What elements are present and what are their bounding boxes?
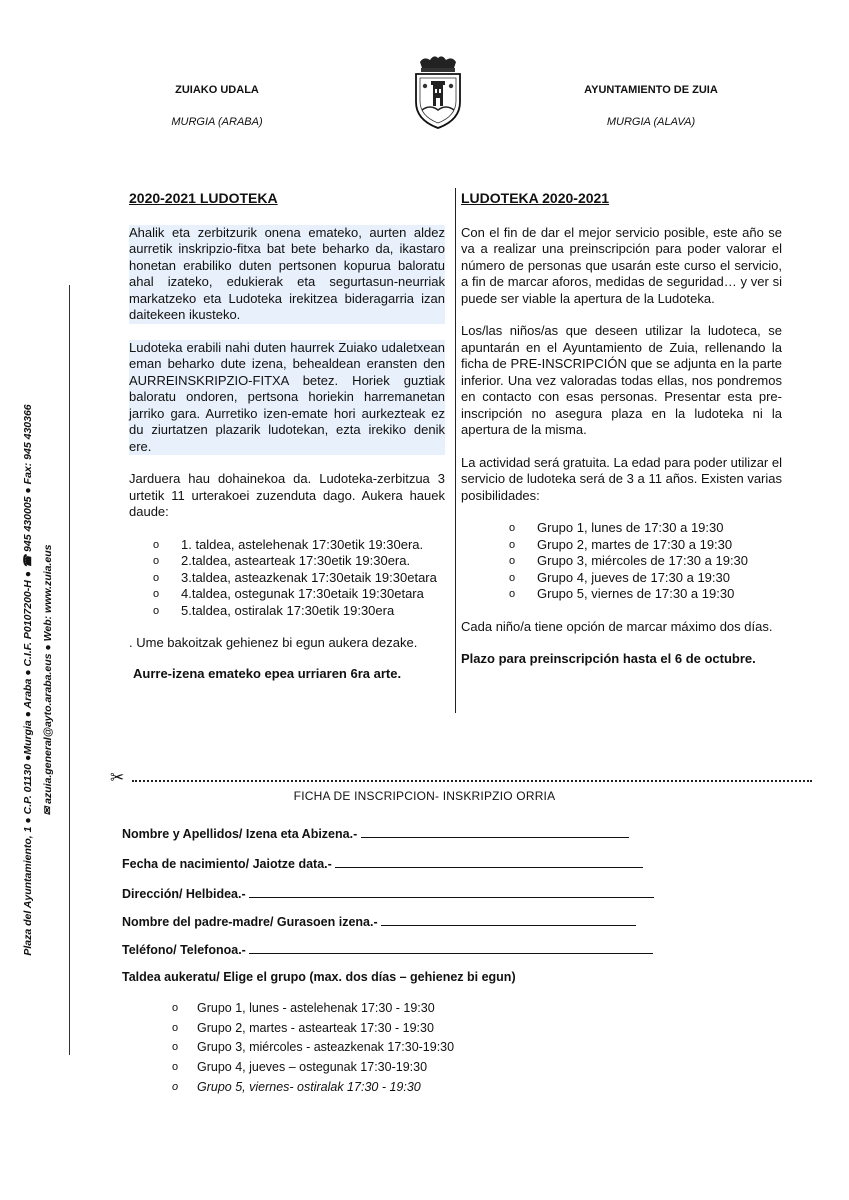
list-item[interactable]: o Grupo 2, martes - astearteak 17:30 - 19:30	[172, 1019, 454, 1039]
right-title: LUDOTEKA 2020-2021	[461, 190, 610, 206]
header-right-title: AYUNTAMIENTO DE ZUIA	[584, 84, 718, 96]
form-title: FICHA DE INSCRIPCION- INSKRIPZIO ORRIA	[293, 789, 556, 803]
list-item[interactable]: o Grupo 3, miércoles - asteazkenak 17:30-19:30	[172, 1038, 454, 1058]
birth-field[interactable]	[122, 856, 643, 871]
list-item: o 2.taldea, astearteak 17:30etik 19:30era.	[153, 553, 445, 570]
sidebar-contact	[15, 370, 70, 990]
left-paragraph-1: Ahalik eta zerbitzurik onena emateko, aurten aldez aurretik inskripzio-fitxa bat bete beharko da, ikastaro honetan erabiliko duten pertsonen kopurua baloratu ahal izateko, edukierak eta segurtasun-neurriak markatzeko eta Ludoteka irekitzea bideragarria izan daitekeen ikusteko.	[129, 224, 445, 322]
header-left-title: ZUIAKO UDALA	[175, 84, 259, 96]
name-field[interactable]	[122, 826, 629, 841]
birth-blank[interactable]	[335, 856, 643, 868]
right-deadline: Plazo para preinscripción hasta el 6 de octubre.	[461, 651, 756, 666]
list-item: o 4.taldea, ostegunak 17:30etaik 19:30etara	[153, 586, 445, 603]
list-item[interactable]: o Grupo 1, lunes - astelehenak 17:30 - 19:30	[172, 999, 454, 1019]
left-note: . Ume bakoitzak gehienez bi egun aukera dezake.	[129, 635, 418, 650]
coat-of-arms-icon	[410, 54, 466, 130]
right-column	[461, 190, 782, 684]
sidebar-divider	[69, 285, 70, 1055]
name-blank[interactable]	[361, 826, 629, 838]
left-paragraph-3: Jarduera hau dohainekoa da. Ludoteka-zerbitzua 3 urtetik 11 urterakoei zuzenduta dago. Aukera hauek daude:	[129, 471, 445, 519]
header-left-subtitle: MURGIA (ARABA)	[171, 116, 263, 128]
left-column	[129, 190, 445, 698]
address-line: Plaza del Ayuntamiento, 1 ● C.P. 01130 ●Murgia ● Araba ● C.I.F. P0107200-H ● ☎ 945 430005 ● Fax: 945 430366	[22, 404, 34, 956]
left-title: 2020-2021 LUDOTEKA	[129, 190, 278, 206]
list-item: o Grupo 4, jueves de 17:30 a 19:30	[509, 570, 782, 587]
parents-blank[interactable]	[381, 914, 636, 926]
right-paragraph-1: Con el fin de dar el mejor servicio posible, este año se va a realizar una preinscripción para poder valorar el número de personas que usarán este curso el servicio, a fin de marcar aforos, medidas de seguridad… y ver si puede ser viable la apertura de la Ludoteka.	[461, 224, 782, 306]
list-item: o Grupo 1, lunes de 17:30 a 19:30	[509, 520, 782, 537]
list-item: o 5.taldea, ostiralak 17:30etik 19:30era	[153, 603, 445, 620]
list-item: o 3.taldea, asteazkenak 17:30etaik 19:30etara	[153, 570, 445, 587]
scissors-icon: ✂	[110, 768, 125, 787]
phone-blank[interactable]	[249, 942, 653, 954]
parents-field[interactable]	[122, 914, 636, 929]
list-item: o 1. taldea, astelehenak 17:30etik 19:30era.	[153, 537, 445, 554]
address-blank[interactable]	[249, 886, 654, 898]
cut-line	[132, 780, 812, 782]
list-item[interactable]: o Grupo 5, viernes- ostiralak 17:30 - 19:30	[172, 1078, 454, 1098]
phone-label: Teléfono/ Telefonoa.-	[122, 943, 246, 957]
parents-label: Nombre del padre-madre/ Gurasoen izena.-	[122, 915, 378, 929]
name-label: Nombre y Apellidos/ Izena eta Abizena.-	[122, 827, 358, 841]
email-web-line: ✉ azuia.general@ayto.araba.eus ● Web: www.zuia.eus	[42, 544, 54, 816]
left-deadline: Aurre-izena emateko epea urriaren 6ra arte.	[133, 665, 402, 681]
left-group-list	[153, 537, 445, 620]
left-paragraph-2: Ludoteka erabili nahi duten haurrek Zuiako udaletxean eman beharko dute izena, behealdean eransten den AURREINSKRIPZIO-FITXA betez. Horiek guztiak baloratu ondoren, pertsona horiekin harremanetan jarriko gara. Aurretiko izen-emate hori aurkezteak ez du ziurtatzen plazarik ludotekan, ezta irekiko denik ere.	[129, 339, 445, 454]
right-paragraph-3: La actividad será gratuita. La edad para poder utilizar el servicio de ludoteka será de 3 a 11 años. Existen varias posibilidades:	[461, 454, 782, 503]
list-item[interactable]: o Grupo 4, jueves – ostegunak 17:30-19:30	[172, 1058, 454, 1078]
address-label: Dirección/ Helbidea.-	[122, 887, 246, 901]
header-right-subtitle: MURGIA (ALAVA)	[606, 116, 696, 128]
right-note: Cada niño/a tiene opción de marcar máximo dos días.	[461, 618, 773, 634]
right-paragraph-2: Los/las niños/as que deseen utilizar la ludoteca, se apuntarán en el Ayuntamiento de Zuia, rellenando la ficha de PRE-INSCRIPCIÓN que se adjunta en la parte inferior. Una vez valoradas todas ellas, nos pondremos en contacto con esas personas. Presentar esta pre-inscripción no asegura plaza en la ludoteka ni la apertura de la misma.	[461, 323, 782, 437]
choose-group-label: Taldea aukeratu/ Elige el grupo (max. dos días – gehienez bi egun)	[122, 970, 516, 984]
list-item: o Grupo 3, miércoles de 17:30 a 19:30	[509, 553, 782, 570]
column-divider	[455, 188, 456, 713]
list-item: o Grupo 5, viernes de 17:30 a 19:30	[509, 586, 782, 603]
right-group-list	[509, 520, 782, 603]
form-group-list	[172, 999, 454, 1098]
birth-label: Fecha de nacimiento/ Jaiotze data.-	[122, 857, 332, 871]
address-field[interactable]	[122, 886, 654, 901]
list-item: o Grupo 2, martes de 17:30 a 19:30	[509, 537, 782, 554]
phone-field[interactable]	[122, 942, 653, 957]
